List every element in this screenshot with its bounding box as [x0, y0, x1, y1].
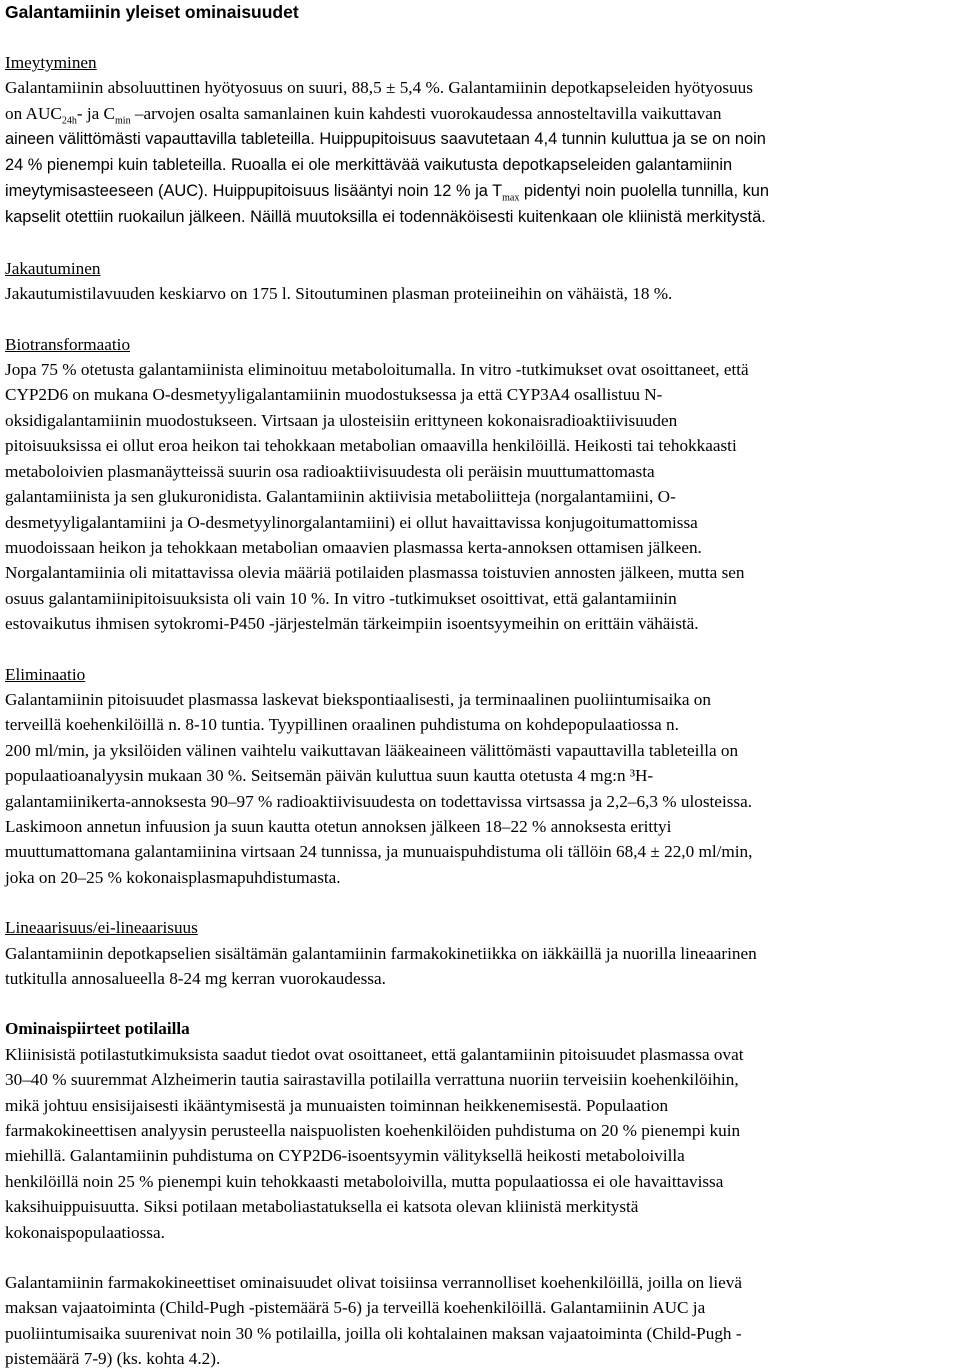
paragraph-lineaarisuus: [5, 941, 957, 992]
text-line: aineen välittömästi vapauttavilla tableteilla. Huippupitoisuus saavutetaan 4,4 tunnin kuluttua ja se on noin: [5, 130, 766, 149]
section-jakautuminen: [5, 256, 957, 307]
text-line: kokonaispopulaatiossa.: [5, 1222, 165, 1242]
text-line: osuus galantamiinipitoisuuksista oli vain 10 %. In vitro -tutkimukset osoittivat, että galantamiinin: [5, 588, 677, 608]
text-line: 24 % pienempi kuin tableteilla. Ruoalla ei ole merkittävää vaikutusta depotkapseleiden galantamiinin: [5, 155, 733, 174]
text-line: kaksihuippuisuutta. Siksi potilaan metaboliastatuksella ei katsota olevan kliinistä merkitystä: [5, 1197, 639, 1217]
paragraph-eliminaatio: [5, 687, 957, 890]
text-line: mikä johtuu ensisijaisesti ikääntymisestä ja munuaisten toiminnan heikkenemisestä. Populaation: [5, 1095, 669, 1115]
text-line: metaboloivien plasmanäytteissä suurin osa radioaktiivisuudesta oli peräisin muuttumattomasta: [5, 461, 655, 481]
text-line: tutkitulla annosalueella 8-24 mg kerran vuorokaudessa.: [5, 969, 386, 988]
heading-jakautuminen: Jakautuminen: [5, 258, 101, 278]
section-imeytyminen: [5, 50, 957, 231]
text-line: henkilöillä noin 25 % pienempi kuin tehokkaasti metaboloivilla, mutta populaatiossa ei ole havaittavissa: [5, 1171, 724, 1191]
heading-biotransformaatio: Biotransformaatio: [5, 334, 131, 354]
heading-ominaispiirteet: Ominaispiirteet potilailla: [5, 1019, 190, 1039]
text-line: puoliintumisaika suurenivat noin 30 % potilailla, joilla oli kohtalainen maksan vajaatoiminta (Child-Pugh -: [5, 1323, 742, 1343]
text-line: terveillä koehenkilöillä n. 8-10 tuntia. Tyypillinen oraalinen puhdistuma on kohdepopulaatiossa n.: [5, 715, 679, 735]
text-line: Galantamiinin pitoisuudet plasmassa laskevat biekspontiaalisesti, ja terminaalinen puoliintumisaika on: [5, 689, 711, 709]
heading-lineaarisuus: Lineaarisuus/ei-lineaarisuus: [5, 918, 198, 938]
text-line: Jopa 75 % otetusta galantamiinista eliminoituu metaboloitumalla. In vitro -tutkimukset ovat osoittaneet, että: [5, 360, 749, 380]
text-line: muuttumattomana galantamiinina virtsaan 24 tunnissa, ja munuaispuhdistuma oli tällöin 68,4 ± 22,0 ml/min,: [5, 842, 753, 862]
text-line: estovaikutus ihmisen sytokromi-P450 -järjestelmän tärkeimpiin isoentsyymeihin on erittäin vähäistä.: [5, 614, 699, 634]
text-line: maksan vajaatoiminta (Child-Pugh -pistemäärä 5-6) ja terveillä koehenkilöillä. Galantamiinin AUC ja: [5, 1298, 706, 1318]
text-line: galantamiinikerta-annoksesta 90–97 % radioaktiivisuudesta on todettavissa virtsassa ja 2,2–6,3 % ulosteissa.: [5, 791, 753, 811]
section-biotransformaatio: [5, 332, 957, 637]
text-line: populaatioanalyysin mukaan 30 %. Seitsemän päivän kuluttua suun kautta otetusta 4 mg:n ³H-: [5, 766, 654, 786]
text-line: Norgalantamiinia oli mitattavissa olevia määriä potilaiden plasmassa toistuvien annosten jälkeen, mutta sen: [5, 563, 745, 583]
text-line: pitoisuuksissa ei ollut eroa heikon tai tehokkaan metabolian omaavilla henkilöillä. Heikosti tai tehokkaasti: [5, 436, 737, 456]
section-lineaarisuus: [5, 915, 957, 991]
paragraph-biotransformaatio: [5, 357, 957, 636]
text-line: muodoissaan heikon ja tehokkaan metabolian omaavien plasmassa kerta-annoksen ottamisen jälkeen.: [5, 537, 702, 557]
text-line: kapselit otettiin ruokailun jälkeen. Näillä muutoksilla ei todennäköisesti kuitenkaan ole kliinistä merkitystä.: [5, 208, 766, 227]
section-maksa: [5, 1270, 957, 1372]
text-line: Jakautumistilavuuden keskiarvo on 175 l. Sitoutuminen plasman proteiineihin on vähäistä, 18 %.: [5, 284, 673, 304]
text-line: galantamiinista ja sen glukuronidista. Galantamiinin aktiivisia metaboliitteja (norgalantamiini, O-: [5, 487, 676, 507]
text-line: Galantamiinin depotkapselien sisältämän galantamiinin farmakokinetiikka on iäkkäillä ja nuorilla lineaarinen: [5, 943, 757, 963]
text-line: desmetyyligalantamiini ja O-desmetyylinorgalantamiini) ei ollut havaittavissa konjugoitumattomissa: [5, 512, 698, 532]
text-line: Laskimoon annetun infuusion ja suun kautta otetun annoksen jälkeen 18–22 % annoksesta erittyi: [5, 816, 672, 836]
text-line: farmakokineettisen analyysin perusteella naispuolisten koehenkilöiden puhdistuma on 20 % pienempi kuin: [5, 1121, 741, 1141]
text-line: Galantamiinin farmakokineettiset ominaisuudet olivat toisiinsa verrannolliset koehenkilöillä, joilla on lievä: [5, 1273, 742, 1293]
text-line: miehillä. Galantamiinin puhdistuma on CYP2D6-isoentsyymin välityksellä heikosti metaboloivilla: [5, 1146, 685, 1166]
text-line: Galantamiinin absoluuttinen hyötyosuus on suuri, 88,5 ± 5,4 %. Galantamiinin depotkapseleiden hyötyosuus: [5, 78, 753, 98]
text-line: pistemäärä 7-9) (ks. kohta 4.2).: [5, 1349, 221, 1369]
document-page: [5, 0, 957, 1372]
text-line: CYP2D6 on mukana O-desmetyyligalantamiinin muodostuksessa ja että CYP3A4 osallistuu N-: [5, 385, 663, 405]
text-line: oksidigalantamiinin muodostukseen. Virtsaan ja ulosteisiin erittyneen kokonaisradioaktiivisuuden: [5, 410, 678, 430]
text-line: Kliinisistä potilastutkimuksista saadut tiedot ovat osoittaneet, että galantamiinin pitoisuudet plasmassa ovat: [5, 1044, 744, 1064]
text-line: 200 ml/min, ja yksilöiden välinen vaihtelu vaikuttavan lääkeaineen välittömästi vapauttavilla tableteilla on: [5, 740, 739, 760]
heading-eliminaatio: Eliminaatio: [5, 664, 86, 684]
paragraph-imeytyminen: [5, 75, 957, 230]
text-line: on $AUC_{24h}-$ ja $C_{min}$ –arvojen osalta samanlainen kuin kahdesti vuorokaudessa annosteltavilla vaikuttavan: [5, 103, 722, 127]
section-ominaispiirteet: [5, 1016, 957, 1245]
section-eliminaatio: [5, 662, 957, 891]
text-line: joka on 20–25 % kokonaisplasmapuhdistumasta.: [5, 867, 341, 887]
paragraph-jakautuminen: [5, 281, 957, 306]
heading-imeytyminen: Imeytyminen: [5, 53, 97, 72]
paragraph-maksa: [5, 1270, 957, 1372]
page-title: Galantamiinin yleiset ominaisuudet: [5, 2, 299, 22]
text-line: imeytymisasteeseen (AUC). Huippupitoisuus lisääntyi noin 12 % ja $T_{max}$ pidentyi noin puolella tunnilla, kun: [5, 182, 770, 204]
paragraph-ominaispiirteet: [5, 1042, 957, 1245]
text-line: 30–40 % suuremmat Alzheimerin tautia sairastavilla potilailla verrattuna nuoriin terveisiin koehenkilöihin,: [5, 1070, 739, 1090]
